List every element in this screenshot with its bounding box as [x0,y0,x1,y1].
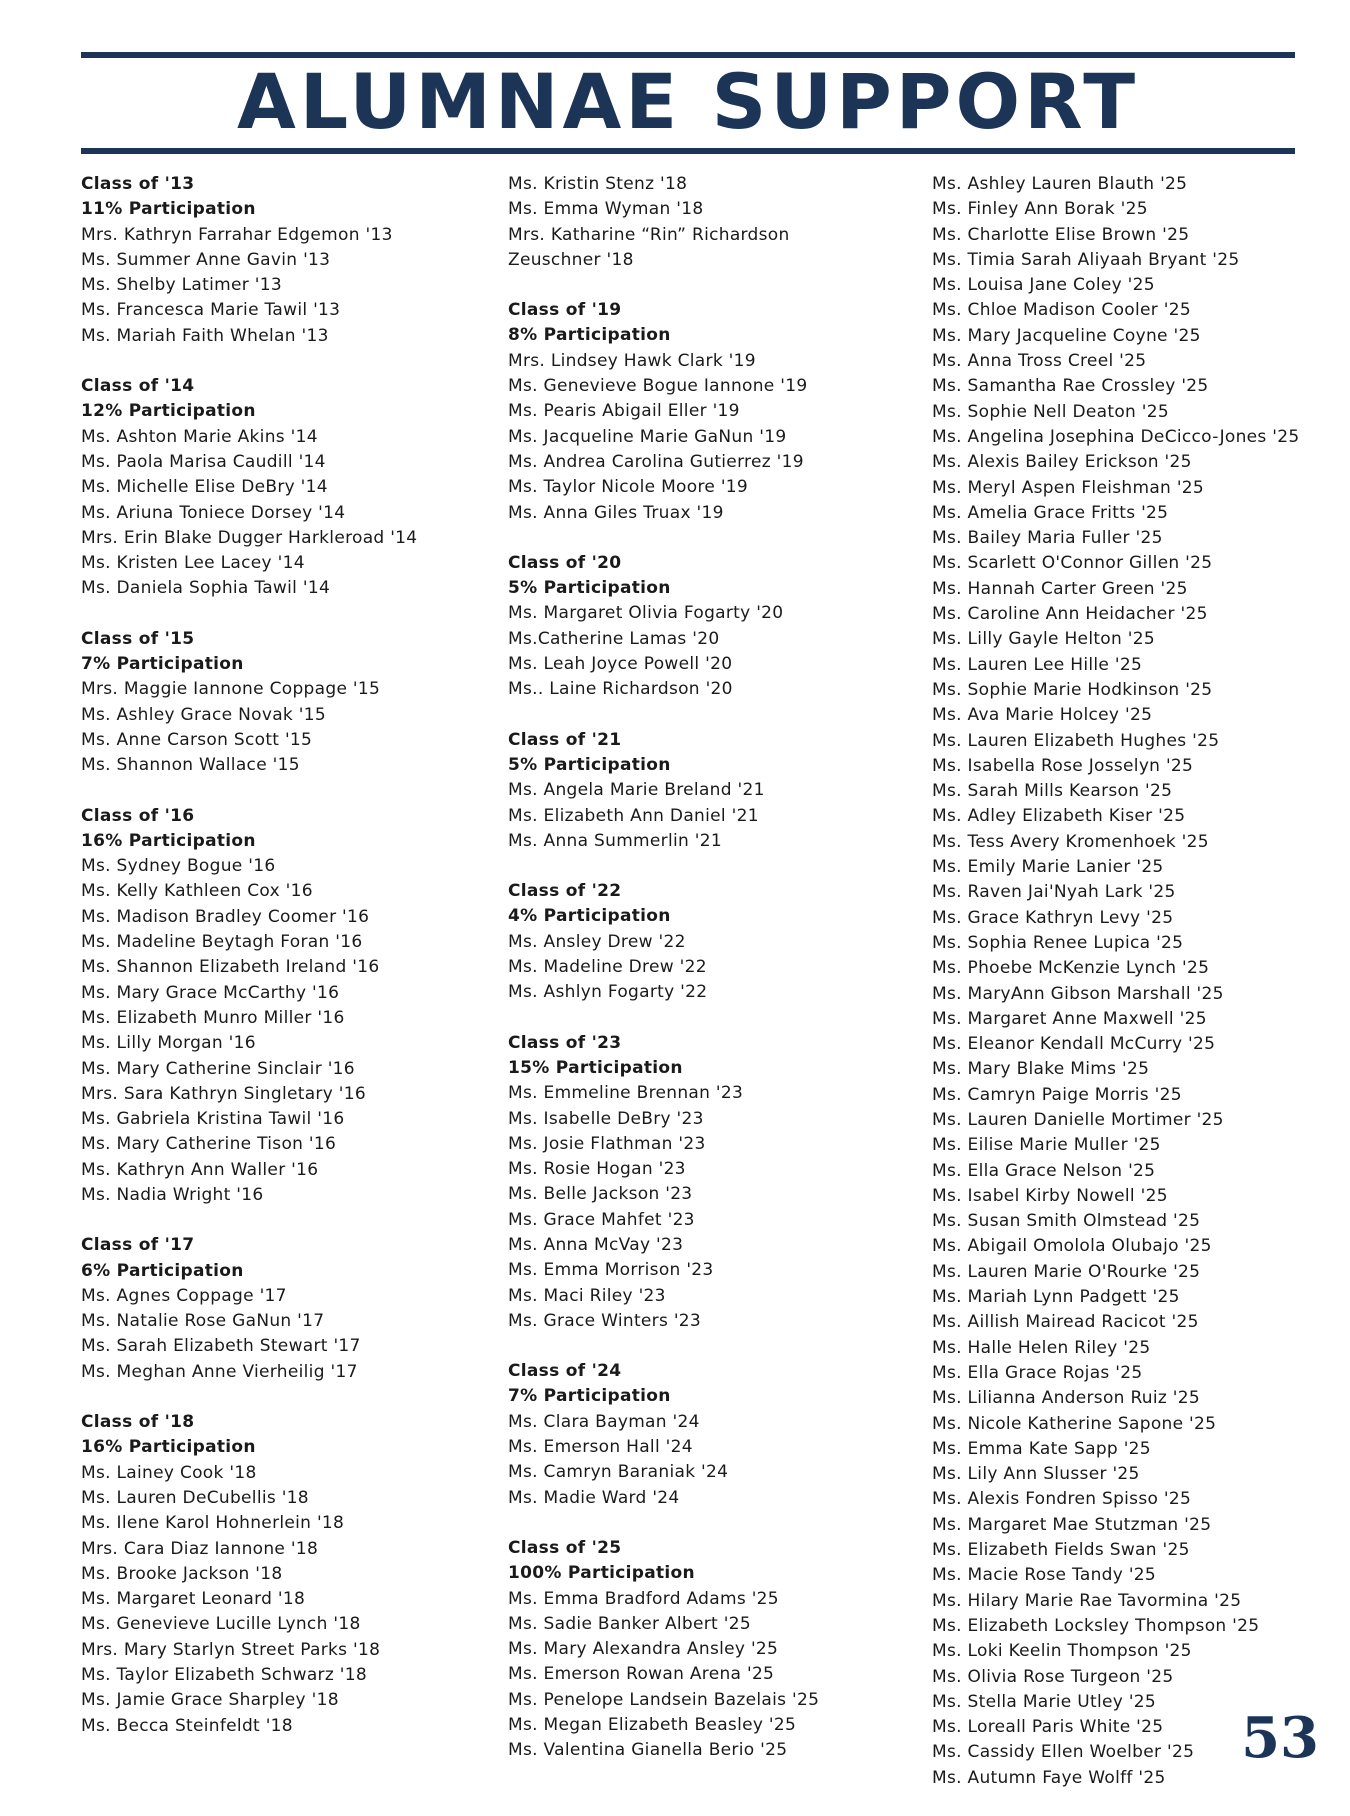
alumna-name: Ms. Alexis Bailey Erickson '25 [932,452,1192,473]
column-3 [932,172,1350,1816]
alumna-name: Ms.Catherine Lamas '20 [508,628,720,649]
alumna-name: Ms. Jacqueline Marie GaNun '19 [508,426,787,447]
alumna-name: Ms. Kelly Kathleen Cox '16 [81,881,313,902]
alumna-name: Ms. Andrea Carolina Gutierrez '19 [508,451,804,472]
participation-rate: 7% Participation [81,654,244,675]
alumna-name: Ms. Bailey Maria Fuller '25 [932,528,1163,549]
class-heading: Class of '19 [508,300,622,321]
participation-rate: 6% Participation [81,1260,244,1281]
alumna-name: Ms. Loki Keelin Thompson '25 [932,1641,1192,1662]
alumna-name: Ms. Kathryn Ann Waller '16 [81,1159,319,1180]
alumna-name: Ms. MaryAnn Gibson Marshall '25 [932,983,1224,1004]
alumna-name: Mrs. Lindsey Hawk Clark '19 [508,350,756,371]
alumna-name: Ms. Valentina Gianella Berio '25 [508,1740,788,1761]
alumna-name: Ms. Lauren DeCubellis '18 [81,1487,309,1508]
alumna-name: Ms. Elizabeth Locksley Thompson '25 [932,1615,1260,1636]
alumna-name: Ms. Margaret Mae Stutzman '25 [932,1514,1212,1535]
alumna-name: Ms. Shannon Elizabeth Ireland '16 [81,957,380,978]
alumna-name: Ms. Shelby Latimer '13 [81,275,282,296]
page-number: 53 [1241,1705,1319,1771]
alumna-name: Ms. Emerson Hall '24 [508,1437,693,1458]
alumna-name: Ms. Tess Avery Kromenhoek '25 [932,831,1209,852]
alumna-name: Ms. Isabelle DeBry '23 [508,1108,704,1129]
alumna-name: Ms. Angela Marie Breland '21 [508,780,765,801]
alumna-name: Ms. Emma Morrison '23 [508,1260,714,1281]
alumna-name: Ms. Louisa Jane Coley '25 [932,275,1155,296]
alumna-name: Ms. Emerson Rowan Arena '25 [508,1664,775,1685]
alumna-name: Ms. Meryl Aspen Fleishman '25 [932,477,1205,498]
alumna-name: Ms. Hannah Carter Green '25 [932,578,1188,599]
alumna-name: Ms. Margaret Anne Maxwell '25 [932,1008,1207,1029]
alumna-name: Mrs. Cara Diaz Iannone '18 [81,1538,319,1559]
alumna-name: Ms. Rosie Hogan '23 [508,1159,686,1180]
alumna-name: Ms. Lauren Danielle Mortimer '25 [932,1109,1224,1130]
alumna-name: Ms. Sophie Nell Deaton '25 [932,401,1170,422]
alumna-name: Ms. Ansley Drew '22 [508,931,686,952]
participation-rate: 12% Participation [81,401,256,422]
alumna-name: Mrs. Maggie Iannone Coppage '15 [81,679,381,700]
participation-rate: 5% Participation [508,754,671,775]
class-section [508,1031,918,1335]
alumna-name: Ms. Madeline Beytagh Foran '16 [81,932,363,953]
alumna-name: Ms. Abigail Omolola Olubajo '25 [932,1236,1212,1257]
class-heading: Class of '21 [508,729,622,750]
alumna-name: Ms. Aillish Mairead Racicot '25 [932,1312,1199,1333]
participation-rate: 16% Participation [81,1437,256,1458]
alumna-name: Ms. Brooke Jackson '18 [81,1563,283,1584]
alumna-name: Ms. Sarah Elizabeth Stewart '17 [81,1336,361,1357]
alumna-name: Ms. Charlotte Elise Brown '25 [932,224,1190,245]
alumna-name: Ms. Shannon Wallace '15 [81,755,300,776]
alumna-name: Ms. Ashlyn Fogarty '22 [508,982,708,1003]
alumna-name: Ms. Natalie Rose GaNun '17 [81,1311,325,1332]
alumna-name: Ms. Ashley Grace Novak '15 [81,704,326,725]
class-section [508,172,918,273]
alumna-name: Ms. Amelia Grace Fritts '25 [932,502,1169,523]
class-heading: Class of '23 [508,1032,622,1053]
class-section [81,804,491,1209]
alumna-name: Ms. Lauren Elizabeth Hughes '25 [932,730,1220,751]
alumna-name: Ms. Taylor Elizabeth Schwarz '18 [81,1665,367,1686]
alumna-name: Ms. Lilly Gayle Helton '25 [932,629,1155,650]
class-section [81,627,491,779]
alumna-name: Ms. Halle Helen Riley '25 [932,1337,1151,1358]
alumna-name: Ms. Sarah Mills Kearson '25 [932,781,1173,802]
alumna-name: Ms. Summer Anne Gavin '13 [81,249,331,270]
participation-rate: 11% Participation [81,199,256,220]
participation-rate: 5% Participation [508,578,671,599]
class-heading: Class of '17 [81,1235,195,1256]
alumna-name: Ms. Nicole Katherine Sapone '25 [932,1413,1217,1434]
alumna-name: Ms. Elizabeth Munro Miller '16 [81,1007,345,1028]
alumna-name: Ms. Ilene Karol Hohnerlein '18 [81,1513,345,1534]
alumna-name: Ms. Pearis Abigail Eller '19 [508,401,740,422]
class-section [508,1359,918,1511]
alumna-name: Ms. Jamie Grace Sharpley '18 [81,1690,339,1711]
class-section [932,172,1350,1791]
alumna-name: Ms. Ava Marie Holcey '25 [932,705,1153,726]
alumna-name: Ms. Lily Ann Slusser '25 [932,1464,1140,1485]
alumna-name: Ms. Megan Elizabeth Beasley '25 [508,1715,797,1736]
alumna-name: Ms. Genevieve Lucille Lynch '18 [81,1614,361,1635]
alumna-name: Ms. Lauren Marie O'Rourke '25 [932,1261,1201,1282]
class-section [508,298,918,526]
participation-rate: 100% Participation [508,1563,695,1584]
alumna-name: Ms. Emma Wyman '18 [508,199,704,220]
alumna-name: Ms. Ella Grace Rojas '25 [932,1362,1143,1383]
alumna-name: Ms. Sophia Renee Lupica '25 [932,932,1184,953]
alumna-name: Ms. Maci Riley '23 [508,1285,666,1306]
class-section [81,374,491,602]
alumna-name: Ms. Meghan Anne Vierheilig '17 [81,1361,358,1382]
alumna-name: Mrs. Sara Kathryn Singletary '16 [81,1083,366,1104]
alumna-name: Ms. Samantha Rae Crossley '25 [932,376,1209,397]
alumna-name: Ms. Margaret Olivia Fogarty '20 [508,603,784,624]
alumna-name: Ms. Mary Catherine Sinclair '16 [81,1058,355,1079]
alumna-name: Ms. Autumn Faye Wolff '25 [932,1767,1166,1788]
alumna-name: Zeuschner '18 [508,249,634,270]
alumna-name: Ms. Francesca Marie Tawil '13 [81,300,341,321]
class-heading: Class of '13 [81,174,195,194]
alumna-name: Ms. Anna McVay '23 [508,1234,684,1255]
alumna-name: Ms. Eleanor Kendall McCurry '25 [932,1034,1216,1055]
alumna-name: Ms. Camryn Paige Morris '25 [932,1084,1182,1105]
alumna-name: Mrs. Kathryn Farrahar Edgemon '13 [81,224,393,245]
participation-rate: 4% Participation [508,906,671,927]
alumna-name: Ms. Anna Giles Truax '19 [508,502,724,523]
alumna-name: Ms. Madeline Drew '22 [508,957,707,978]
alumna-name: Ms. Anna Tross Creel '25 [932,351,1147,372]
alumna-name: Ms. Genevieve Bogue Iannone '19 [508,376,808,397]
alumna-name: Ms. Josie Flathman '23 [508,1133,706,1154]
alumna-name: Ms. Lainey Cook '18 [81,1462,257,1483]
alumna-name: Ms. Taylor Nicole Moore '19 [508,477,749,498]
class-section [508,879,918,1005]
alumna-name: Mrs. Katharine “Rin” Richardson [508,224,790,245]
alumna-name: Ms. Belle Jackson '23 [508,1184,693,1205]
class-section [81,1233,491,1385]
alumna-name: Ms. Sadie Banker Albert '25 [508,1613,751,1634]
alumna-name: Ms. Michelle Elise DeBry '14 [81,477,328,498]
alumna-name: Ms. Madie Ward '24 [508,1487,680,1508]
alumna-name: Ms. Chloe Madison Cooler '25 [932,300,1191,321]
alumna-name: Ms. Ashton Marie Akins '14 [81,426,318,447]
alumna-name: Ms. Finley Ann Borak '25 [932,199,1148,220]
alumna-name: Ms. Cassidy Ellen Woelber '25 [932,1742,1195,1763]
alumna-name: Ms. Emma Bradford Adams '25 [508,1588,779,1609]
alumna-name: Ms. Phoebe McKenzie Lynch '25 [932,958,1210,979]
alumna-name: Ms. Emmeline Brennan '23 [508,1083,744,1104]
class-heading: Class of '22 [508,881,622,902]
alumna-name: Ms. Mary Blake Mims '25 [932,1059,1150,1080]
participation-rate: 8% Participation [508,325,671,346]
alumna-name: Ms. Camryn Baraniak '24 [508,1462,729,1483]
alumna-name: Ms. Caroline Ann Heidacher '25 [932,604,1208,625]
class-heading: Class of '16 [81,805,195,826]
class-section [81,1410,491,1739]
alumna-name: Ms. Elizabeth Fields Swan '25 [932,1540,1190,1561]
class-section [508,1536,918,1764]
alumna-name: Ms. Mary Grace McCarthy '16 [81,982,340,1003]
alumna-name: Ms. Mariah Lynn Padgett '25 [932,1287,1180,1308]
alumna-name: Ms. Stella Marie Utley '25 [932,1691,1157,1712]
alumna-name: Ms. Grace Mahfet '23 [508,1209,695,1230]
alumna-name: Ms. Anna Summerlin '21 [508,830,722,851]
alumna-name: Ms. Mary Alexandra Ansley '25 [508,1639,779,1660]
class-heading: Class of '18 [81,1412,195,1433]
alumna-name: Mrs. Erin Blake Dugger Harkleroad '14 [81,527,418,548]
alumna-name: Ms. Mary Jacqueline Coyne '25 [932,325,1201,346]
alumna-name: Ms. Kristin Stenz '18 [508,174,688,194]
alumna-name: Ms. Hilary Marie Rae Tavormina '25 [932,1590,1242,1611]
alumna-name: Ms. Olivia Rose Turgeon '25 [932,1666,1174,1687]
alumna-name: Ms. Adley Elizabeth Kiser '25 [932,806,1186,827]
alumna-name: Ms. Isabel Kirby Nowell '25 [932,1185,1168,1206]
alumna-name: Ms. Agnes Coppage '17 [81,1285,287,1306]
alumna-name: Ms. Grace Winters '23 [508,1310,702,1331]
participation-rate: 7% Participation [508,1386,671,1407]
alumna-name: Ms. Sydney Bogue '16 [81,856,276,877]
alumna-name: Ms. Lilianna Anderson Ruiz '25 [932,1388,1201,1409]
participation-rate: 15% Participation [508,1057,683,1078]
alumna-name: Ms. Macie Rose Tandy '25 [932,1565,1157,1586]
alumna-name: Ms. Margaret Leonard '18 [81,1589,306,1610]
alumna-name: Ms. Raven Jai'Nyah Lark '25 [932,882,1176,903]
class-heading: Class of '14 [81,376,195,397]
alumna-name: Ms. Eilise Marie Muller '25 [932,1135,1161,1156]
alumna-name: Ms. Elizabeth Ann Daniel '21 [508,805,759,826]
class-heading: Class of '15 [81,628,195,649]
alumna-name: Ms. Paola Marisa Caudill '14 [81,451,326,472]
alumna-name: Ms. Ella Grace Nelson '25 [932,1160,1156,1181]
alumna-name: Ms. Emma Kate Sapp '25 [932,1438,1151,1459]
alumna-name: Ms. Leah Joyce Powell '20 [508,654,733,675]
alumna-name: Ms. Sophie Marie Hodkinson '25 [932,679,1213,700]
alumna-name: Ms. Mary Catherine Tison '16 [81,1134,337,1155]
alumna-name: Ms. Alexis Fondren Spisso '25 [932,1489,1192,1510]
alumna-name: Ms. Kristen Lee Lacey '14 [81,553,305,574]
alumna-name: Ms. Ariuna Toniece Dorsey '14 [81,502,346,523]
alumna-name: Ms. Daniela Sophia Tawil '14 [81,578,331,599]
alumna-name: Ms. Susan Smith Olmstead '25 [932,1211,1201,1232]
alumna-name: Ms. Ashley Lauren Blauth '25 [932,174,1188,194]
alumna-name: Ms. Scarlett O'Connor Gillen '25 [932,553,1213,574]
alumna-name: Ms. Madison Bradley Coomer '16 [81,906,370,927]
alumna-name: Ms. Emily Marie Lanier '25 [932,857,1164,878]
alumna-name: Ms. Grace Kathryn Levy '25 [932,907,1174,928]
alumna-name: Ms. Becca Steinfeldt '18 [81,1715,293,1736]
column-1 [81,172,491,1764]
alumna-name: Ms. Loreall Paris White '25 [932,1717,1164,1738]
alumna-name: Ms. Nadia Wright '16 [81,1184,264,1205]
class-heading: Class of '24 [508,1361,622,1382]
class-section [81,172,491,349]
column-2 [508,172,918,1789]
bottom-rule [81,148,1295,154]
alumna-name: Ms. Isabella Rose Josselyn '25 [932,755,1194,776]
alumna-name: Ms. Lilly Morgan '16 [81,1033,256,1054]
alumna-name: Ms. Angelina Josephina DeCicco-Jones '25 [932,426,1300,447]
alumna-name: Ms. Anne Carson Scott '15 [81,729,313,750]
participation-rate: 16% Participation [81,830,256,851]
class-section [508,728,918,854]
alumna-name: Ms.. Laine Richardson '20 [508,679,733,700]
alumna-name: Mrs. Mary Starlyn Street Parks '18 [81,1639,381,1660]
class-heading: Class of '25 [508,1537,622,1558]
alumna-name: Ms. Lauren Lee Hille '25 [932,654,1143,675]
alumna-name: Ms. Timia Sarah Aliyaah Bryant '25 [932,249,1240,270]
alumna-name: Ms. Mariah Faith Whelan '13 [81,325,329,346]
class-section [508,551,918,703]
alumna-name: Ms. Clara Bayman '24 [508,1411,700,1432]
class-heading: Class of '20 [508,552,622,573]
alumna-name: Ms. Gabriela Kristina Tawil '16 [81,1109,345,1130]
alumna-name: Ms. Penelope Landsein Bazelais '25 [508,1689,820,1710]
page-title: ALUMNAE SUPPORT [236,57,1140,146]
